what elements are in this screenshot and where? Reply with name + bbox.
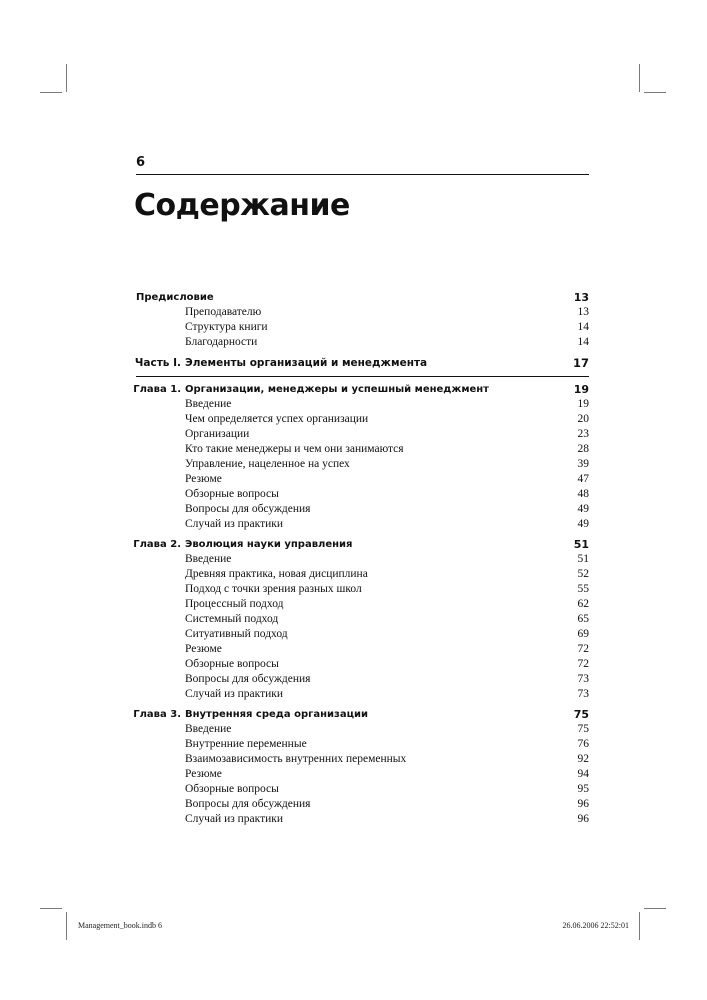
toc-preface	[136, 290, 589, 305]
toc-entry	[136, 305, 589, 320]
toc-entry	[136, 612, 589, 627]
toc-label: Управление, нацеленное на успех	[185, 458, 350, 470]
toc-page: 69	[577, 628, 589, 640]
toc-page: 73	[577, 688, 589, 700]
toc-label: Предисловие	[136, 292, 214, 303]
toc-label: Ситуативный подход	[185, 628, 288, 640]
toc-entry	[136, 797, 589, 812]
toc-page: 92	[577, 753, 589, 765]
toc-entry	[136, 427, 589, 442]
toc-page: 62	[577, 598, 589, 610]
crop-mark	[639, 64, 640, 92]
toc-chapter	[133, 382, 589, 397]
toc-entry	[136, 672, 589, 687]
toc-entry	[136, 502, 589, 517]
toc-label: Подход с точки зрения разных школ	[185, 583, 362, 595]
footer-timestamp: 26.06.2006 22:52:01	[562, 921, 629, 930]
toc-entry	[136, 582, 589, 597]
crop-mark	[66, 912, 67, 940]
toc-entry	[136, 320, 589, 335]
toc-entry	[136, 442, 589, 457]
toc-page: 55	[577, 583, 589, 595]
toc-part	[136, 354, 589, 377]
toc-page: 20	[577, 413, 589, 425]
toc-chapter	[133, 707, 589, 722]
toc-page: 51	[573, 538, 589, 551]
toc-number: Глава 1.	[133, 384, 181, 395]
toc-label: Организации, менеджеры и успешный менеджмент	[185, 384, 489, 395]
crop-mark	[40, 92, 62, 93]
toc-label: Резюме	[185, 643, 222, 655]
toc-page: 76	[577, 738, 589, 750]
toc-label: Введение	[185, 723, 232, 735]
toc-entry	[136, 335, 589, 350]
toc-label: Организации	[185, 428, 250, 440]
toc-page: 75	[577, 723, 589, 735]
toc-entry	[136, 687, 589, 702]
toc-page: 52	[577, 568, 589, 580]
toc-entry	[136, 657, 589, 672]
toc-entry	[136, 812, 589, 827]
toc-page: 17	[572, 356, 589, 370]
toc-page: 14	[577, 336, 589, 348]
toc-page: 72	[577, 658, 589, 670]
toc-label: Древняя практика, новая дисциплина	[185, 568, 368, 580]
toc-entry	[136, 752, 589, 767]
toc-page: 95	[577, 783, 589, 795]
toc-entry	[136, 412, 589, 427]
toc-label: Случай из практики	[185, 688, 284, 700]
crop-mark	[644, 92, 666, 93]
toc-page: 94	[577, 768, 589, 780]
toc-label: Обзорные вопросы	[185, 658, 279, 670]
toc-entry	[136, 767, 589, 782]
toc-label: Случай из практики	[185, 518, 284, 530]
table-of-contents	[133, 290, 589, 827]
toc-page: 51	[577, 553, 589, 565]
toc-page: 14	[577, 321, 589, 333]
toc-page: 19	[573, 383, 589, 396]
crop-mark	[66, 64, 67, 92]
toc-page: 72	[577, 643, 589, 655]
toc-entry	[136, 627, 589, 642]
toc-page: 39	[577, 458, 589, 470]
toc-label: Чем определяется успех организации	[185, 413, 369, 425]
toc-label: Элементы организаций и менеджмента	[185, 357, 428, 369]
toc-entry	[136, 642, 589, 657]
toc-entry	[136, 457, 589, 472]
toc-page: 19	[577, 398, 589, 410]
toc-label: Обзорные вопросы	[185, 783, 279, 795]
toc-entry	[136, 597, 589, 612]
toc-label: Структура книги	[185, 321, 268, 333]
toc-page: 49	[577, 503, 589, 515]
toc-label: Обзорные вопросы	[185, 488, 279, 500]
toc-page: 48	[577, 488, 589, 500]
crop-mark	[644, 908, 666, 909]
toc-label: Внутренние переменные	[185, 738, 307, 750]
toc-label: Введение	[185, 398, 232, 410]
toc-page: 23	[577, 428, 589, 440]
toc-number: Глава 2.	[133, 539, 181, 550]
toc-label: Внутренняя среда организации	[185, 709, 369, 720]
toc-label: Взаимозависимость внутренних переменных	[185, 753, 407, 765]
toc-label: Случай из практики	[185, 813, 284, 825]
toc-entry	[136, 782, 589, 797]
toc-label: Процессный подход	[185, 598, 284, 610]
toc-label: Введение	[185, 553, 232, 565]
page-number: 6	[136, 155, 146, 170]
toc-chapter	[133, 537, 589, 552]
toc-page: 65	[577, 613, 589, 625]
toc-label: Вопросы для обсуждения	[185, 798, 311, 810]
toc-entry	[136, 517, 589, 532]
toc-label: Благодарности	[185, 336, 258, 348]
toc-number: Часть I.	[134, 357, 181, 369]
toc-label: Резюме	[185, 768, 222, 780]
toc-label: Эволюция науки управления	[185, 539, 353, 550]
toc-entry	[136, 552, 589, 567]
toc-entry	[136, 567, 589, 582]
toc-entry	[136, 722, 589, 737]
toc-entry	[136, 487, 589, 502]
header-rule	[136, 174, 589, 175]
toc-label: Вопросы для обсуждения	[185, 503, 311, 515]
toc-page: 73	[577, 673, 589, 685]
toc-entry	[136, 737, 589, 752]
toc-page: 96	[577, 813, 589, 825]
toc-number: Глава 3.	[133, 709, 181, 720]
toc-page: 13	[573, 291, 589, 304]
toc-label: Кто такие менеджеры и чем они занимаются	[185, 443, 404, 455]
toc-page: 28	[577, 443, 589, 455]
toc-page: 47	[577, 473, 589, 485]
crop-mark	[639, 912, 640, 940]
crop-mark	[40, 908, 62, 909]
toc-page: 96	[577, 798, 589, 810]
toc-page: 75	[573, 708, 589, 721]
toc-page: 49	[577, 518, 589, 530]
toc-label: Вопросы для обсуждения	[185, 673, 311, 685]
footer-file: Management_book.indb 6	[78, 921, 162, 930]
page-title: Содержание	[134, 188, 350, 223]
toc-label: Преподавателю	[185, 306, 262, 318]
toc-page: 13	[577, 306, 589, 318]
toc-label: Резюме	[185, 473, 222, 485]
toc-label: Системный подход	[185, 613, 279, 625]
toc-entry	[136, 472, 589, 487]
toc-entry	[136, 397, 589, 412]
